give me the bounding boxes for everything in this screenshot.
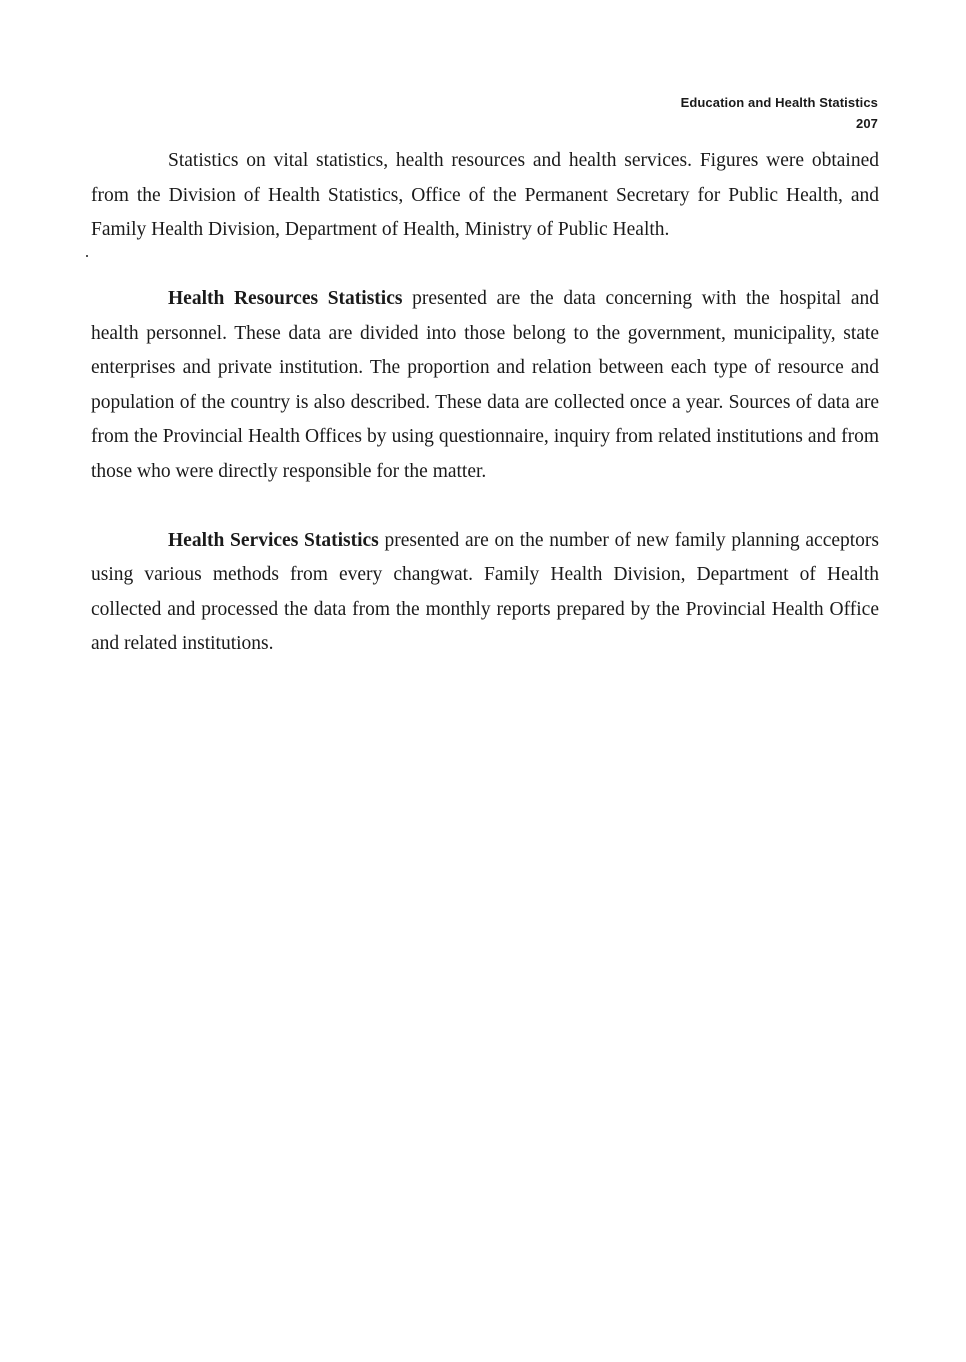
paragraph-lead-heading: Health Services Statistics: [168, 529, 379, 551]
scan-speck: [86, 255, 88, 257]
header-title: Education and Health Statistics: [680, 95, 878, 110]
paragraph-health-resources: [91, 282, 879, 489]
paragraph-body-text: presented are on the number of new family planning acceptors using various methods from every changwat. Family Health Division, Department of Health collected and processed the data from the monthly reports prepared by the Provincial Health Office and related institutions.: [91, 529, 879, 654]
paragraph-intro-text: Statistics on vital statistics, health resources and health services. Figures were obtained from the Division of Health Statistics, Office of the Permanent Secretary for Public Health, and Family Health Division, Department of Health, Ministry of Public Health.: [91, 150, 879, 240]
body-text: [91, 144, 879, 696]
running-header: [681, 92, 878, 134]
paragraph-body-text: presented are the data concerning with the hospital and health personnel. These data are divided into those belong to the government, municipality, state enterprises and private institution. The proportion and relation between each type of resource and population of the country is also described. These data are collected once a year. Sources of data are from the Provincial Health Offices by using questionnaire, inquiry from related institutions and from those who were directly responsible for the matter.: [91, 288, 879, 482]
paragraph-intro: [91, 144, 879, 248]
paragraph-lead-heading: Health Resources Statistics: [168, 288, 403, 309]
page-number: 207: [856, 116, 878, 131]
paragraph-health-services: [91, 524, 879, 662]
